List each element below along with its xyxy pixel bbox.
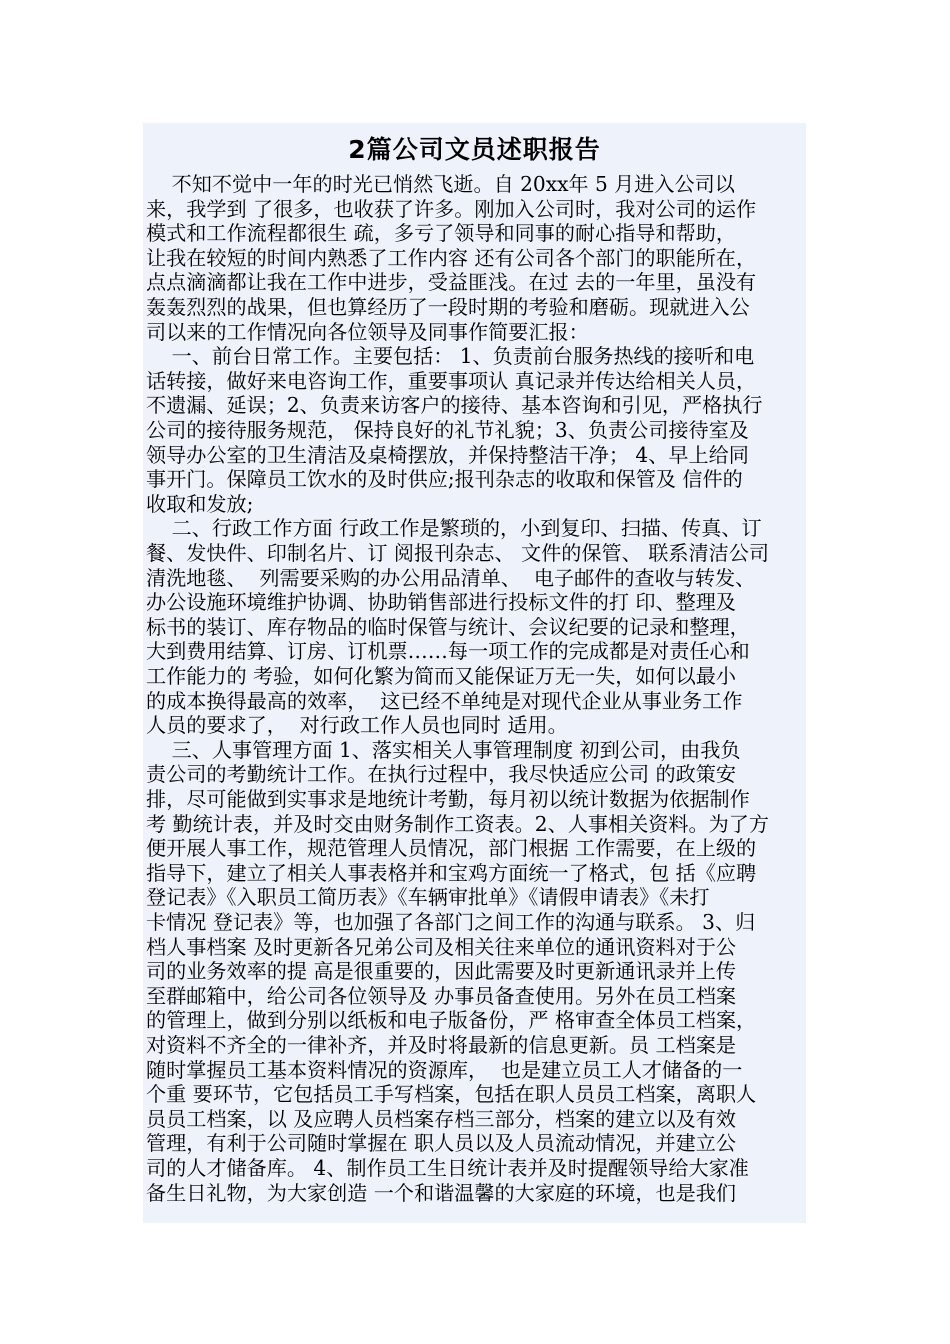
body-line: 司的人才储备库。 4、制作员工生日统计表并及时提醒领导给大家准 xyxy=(146,1156,749,1180)
body-line: 点点滴滴都让我在工作中进步，受益匪浅。在过 去的一年里，虽没有 xyxy=(146,270,757,295)
body-line: 的管理上，做到分别以纸板和电子版备份，严 格审查全体员工档案， xyxy=(146,1008,757,1033)
body-line: 一、前台日常工作。主要包括： 1、负责前台服务热线的接听和电 xyxy=(146,344,755,369)
body-line: 便开展人事工作，规范管理人员情况，部门根据 工作需要，在上级的 xyxy=(146,836,757,861)
body-line: 模式和工作流程都很生 疏，多亏了领导和同事的耐心指导和帮助， xyxy=(146,221,737,246)
body-line: 个重 要环节，它包括员工手写档案，包括在职人员员工档案，离职人 xyxy=(146,1082,757,1107)
body-line: 随时掌握员工基本资料情况的资源库， 也是建立员工人才储备的一 xyxy=(146,1057,743,1082)
body-line: 事开门。保障员工饮水的及时供应;报刊杂志的收取和保管及 信件的 xyxy=(146,467,743,492)
body-line: 不遗漏、延误；2、负责来访客户的接待、基本咨询和引见，严格执行 xyxy=(146,393,763,418)
body-line: 话转接，做好来电咨询工作，重要事项认 真记录并传达给相关人员， xyxy=(146,368,757,393)
body-line: 员员工档案，以 及应聘人员档案存档三部分，档案的建立以及有效 xyxy=(146,1106,737,1131)
body-line: 三、人事管理方面 1、落实相关人事管理制度 初到公司，由我负 xyxy=(146,737,741,762)
body-line: 至群邮箱中，给公司各位领导及 办事员备查使用。另外在员工档案 xyxy=(146,983,737,1008)
body-line: 指导下，建立了相关人事表格并和宝鸡方面统一了格式，包 括《应聘 xyxy=(146,860,757,885)
body-line: 清洗地毯、 列需要采购的办公用品清单、 电子邮件的查收与转发、 xyxy=(146,565,756,590)
body-line: 备生日礼物，为大家创造 一个和谐温馨的大家庭的环境，也是我们 xyxy=(146,1180,737,1205)
body-line: 卡情况 登记表》等，也加强了各部门之间工作的沟通与联系。 3、归 xyxy=(146,910,756,934)
body-line: 收取和发放; xyxy=(146,491,254,516)
body-line: 领导办公室的卫生清洁及桌椅摆放，并保持整洁干净； 4、早上给同 xyxy=(146,442,749,467)
body-line: 大到费用结算、订房、订机票……每一项工作的完成都是对责任心和 xyxy=(146,639,750,664)
body-line: 公司的接待服务规范， 保持良好的礼节礼貌；3、负责公司接待室及 xyxy=(146,418,749,442)
body-line: 人员的要求了， 对行政工作人员也同时 适用。 xyxy=(146,713,568,738)
body-line: 餐、发快件、印制名片、订 阅报刊杂志、 文件的保管、 联系清洁公司 xyxy=(146,541,769,565)
body-line: 排，尽可能做到实事求是地统计考勤，每月初以统计数据为依据制作 xyxy=(146,787,750,811)
body-line: 标书的装订、库存物品的临时保管与统计、会议纪要的记录和整理， xyxy=(146,614,750,639)
body-line: 责公司的考勤统计工作。在执行过程中，我尽快适应公司 的政策安 xyxy=(146,762,737,787)
body-line: 考 勤统计表，并及时交由财务制作工资表。2、人事相关资料。为了方 xyxy=(146,811,769,836)
document-title: 2篇公司文员述职报告 xyxy=(348,135,601,164)
body-line: 让我在较短的时间内熟悉了工作内容 还有公司各个部门的职能所在， xyxy=(146,245,757,270)
body-line: 来，我学到 了很多，也收获了许多。刚加入公司时，我对公司的运作 xyxy=(146,196,757,221)
body-line: 不知不觉中一年的时光已悄然飞逝。自 20xx年 5 月进入公司以 xyxy=(146,172,735,196)
body-line: 档人事档案 及时更新各兄弟公司及相关往来单位的通讯资料对于公 xyxy=(146,934,737,959)
body-line: 管理，有利于公司随时掌握在 职人员以及人员流动情况，并建立公 xyxy=(146,1131,737,1156)
body-line: 司的业务效率的提 高是很重要的，因此需要及时更新通讯录并上传 xyxy=(146,959,737,984)
body-line: 二、行政工作方面 行政工作是繁琐的，小到复印、扫描、传真、订 xyxy=(146,516,762,541)
body-line: 司以来的工作情况向各位领导及同事作简要汇报： xyxy=(146,319,589,344)
body-line: 对资料不齐全的一律补齐，并及时将最新的信息更新。员 工档案是 xyxy=(146,1033,737,1057)
body-line: 办公设施环境维护协调、协助销售部进行投标文件的打 印、整理及 xyxy=(146,590,737,615)
body-line: 登记表》《入职员工简历表》《车辆审批单》《请假申请表》《未打 xyxy=(146,885,710,910)
body-line: 的成本换得最高的效率， 这已经不单纯是对现代企业从事业务工作 xyxy=(146,688,743,713)
body-line: 工作能力的 考验，如何化繁为简而又能保证万无一失，如何以最小 xyxy=(146,664,737,688)
body-line: 轰轰烈烈的战果，但也算经历了一段时期的考验和磨砺。现就进入公 xyxy=(146,295,750,319)
